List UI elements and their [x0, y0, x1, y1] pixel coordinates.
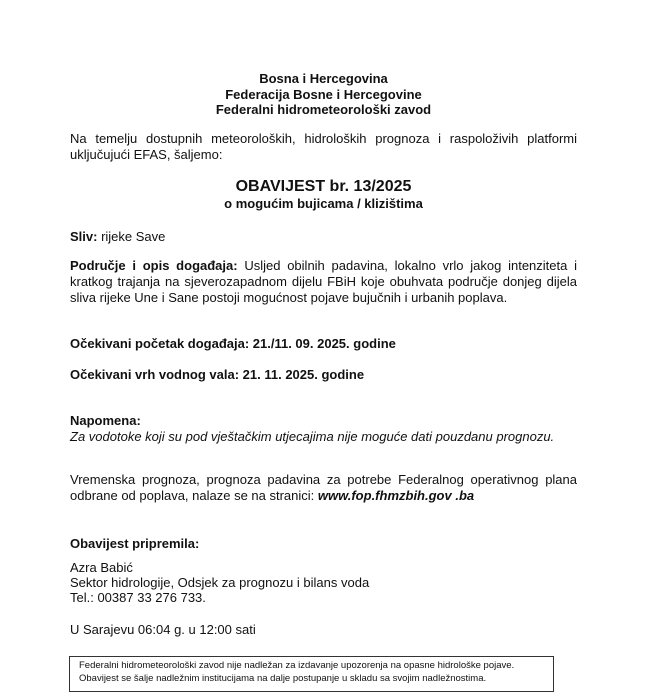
expected-start: Očekivani početak događaja: 21./11. 09. 2025. godine	[70, 336, 396, 351]
place-time: U Sarajevu 06:04 g. u 12:00 sati	[70, 622, 256, 637]
disclaimer-line-2: Obavijest se šalje nadležnim institucijama na dalje postupanje u skladu sa svojim nadležnostima.	[79, 672, 487, 684]
institution-header	[70, 71, 577, 118]
author-phone: Tel.: 00387 33 276 733.	[70, 590, 206, 605]
country-name: Bosna i Hercegovina	[259, 71, 388, 86]
remark-text: Za vodotoke koji su pod vještačkim utjecajima nije moguće dati pouzdanu prognozu.	[70, 429, 555, 444]
author-department: Sektor hidrologije, Odsjek za prognozu i bilans voda	[70, 575, 370, 590]
forecast-paragraph	[70, 472, 577, 504]
forecast-text: Vremenska prognoza, prognoza padavina za potrebe Federalnog operativnog plana odbrane od poplava, nalaze se na stranici:	[70, 472, 577, 503]
notice-title: OBAVIJEST br. 13/2025	[235, 178, 412, 195]
prepared-by-label: Obavijest pripremila:	[70, 536, 200, 551]
notice-subtitle: o mogućim bujicama / klizištima	[224, 196, 423, 211]
area-label: Područje i opis događaja:	[70, 258, 238, 273]
author-name: Azra Babić	[70, 560, 133, 575]
intro-paragraph: Na temelju dostupnih meteoroloških, hidroloških prognoza i raspoloživih platformi uključujući EFAS, šaljemo:	[70, 131, 577, 162]
expected-peak: Očekivani vrh vodnog vala: 21. 11. 2025. godine	[70, 367, 365, 382]
disclaimer-box	[69, 656, 554, 692]
area-description	[70, 258, 577, 306]
federation-name: Federacija Bosne i Hercegovine	[225, 86, 422, 102]
author-block	[70, 560, 577, 605]
disclaimer-line-1: Federalni hidrometeorološki zavod nije nadležan za izdavanje upozorenja na opasne hidrološke pojave.	[79, 660, 515, 671]
institute-name: Federalni hidrometeorološki zavod	[215, 102, 432, 117]
area-value: Usljed obilnih padavina, lokalno vrlo jakog intenziteta i kratkog trajanja na sjeverozapadnom dijelu FBiH koje obuhvata područje donjeg dijela sliva rijeke Une i Sane postoji mogućnost pojave bujučnih i urbanih poplava.	[70, 258, 577, 305]
basin-value: rijeke Save	[97, 229, 166, 244]
forecast-link[interactable]: www.fop.fhmzbih.gov .ba	[317, 488, 475, 503]
basin-label: Sliv:	[70, 229, 98, 244]
remark-label: Napomena:	[70, 413, 141, 428]
basin-line	[70, 229, 577, 245]
remark-section	[70, 413, 577, 445]
